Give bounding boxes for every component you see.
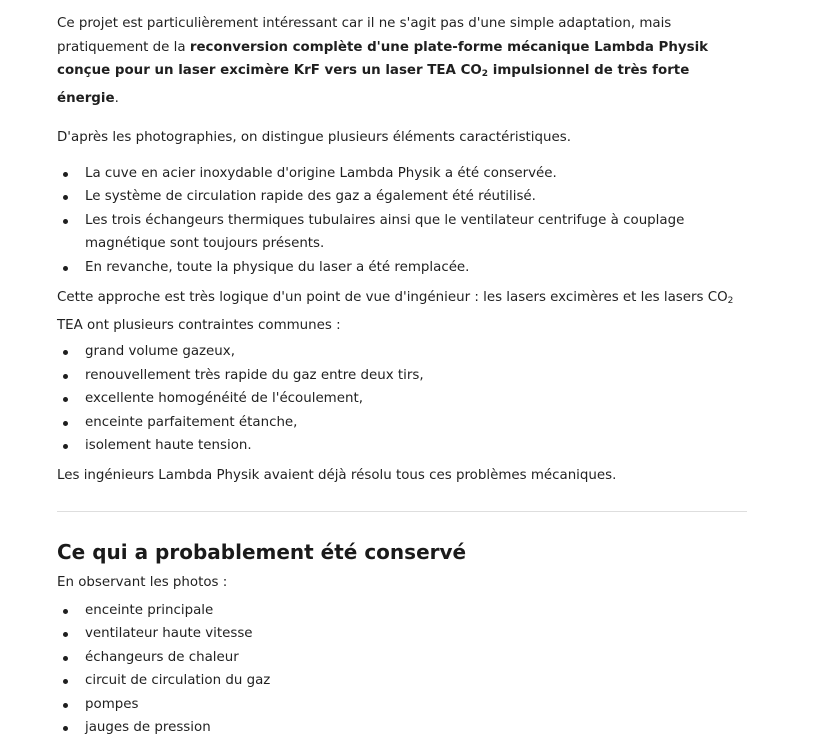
list-item: grand volume gazeux, xyxy=(57,340,747,364)
section-heading: Ce qui a probablement été conservé xyxy=(57,540,467,564)
features-list xyxy=(57,162,747,280)
bullet-icon xyxy=(63,219,68,224)
constraints-list xyxy=(57,340,747,458)
list-item: isolement haute tension. xyxy=(57,434,747,458)
bullet-icon xyxy=(63,350,68,355)
article-content xyxy=(57,12,747,740)
list-item: excellente homogénéité de l'écoulement, xyxy=(57,387,747,411)
list-item: Le système de circulation rapide des gaz a également été réutilisé. xyxy=(57,185,747,209)
list-item: échangeurs de chaleur xyxy=(57,646,747,670)
list-item: En revanche, toute la physique du laser a été remplacée. xyxy=(57,256,747,280)
bullet-icon xyxy=(63,374,68,379)
list-item: La cuve en acier inoxydable d'origine Lambda Physik a été conservée. xyxy=(57,162,747,186)
list-item: renouvellement très rapide du gaz entre deux tirs, xyxy=(57,364,747,388)
intro-paragraph: Ce projet est particulièrement intéressant car il ne s'agit pas d'une simple adaptation, mais pratiquement de la reconversion complète d'une plate-forme mécanique Lambda Physik conçue pour un laser excimère KrF vers un laser TEA $CO_2$ impulsionnel de très forte énergie. xyxy=(57,16,709,106)
bullet-icon xyxy=(63,609,68,614)
bullet-icon xyxy=(63,421,68,426)
section-divider xyxy=(57,511,747,512)
bullet-icon xyxy=(63,397,68,402)
bullet-icon xyxy=(63,679,68,684)
conserved-list xyxy=(57,599,747,740)
bullet-icon xyxy=(63,703,68,708)
bullet-icon xyxy=(63,266,68,271)
list-item: enceinte parfaitement étanche, xyxy=(57,411,747,435)
section-intro: En observant les photos : xyxy=(57,575,228,590)
list-item: enceinte principale xyxy=(57,599,747,623)
bullet-icon xyxy=(63,444,68,449)
list-item: ventilateur haute vitesse xyxy=(57,622,747,646)
bullet-icon xyxy=(63,172,68,177)
list-item: Les trois échangeurs thermiques tubulaires ainsi que le ventilateur centrifuge à couplage magnétique sont toujours présents. xyxy=(57,209,747,256)
intro-text: Ce projet est particulièrement intéressant car il ne s'agit pas d'une simple adaptation, mais pratiquement de la xyxy=(57,16,672,55)
bullet-icon xyxy=(63,656,68,661)
engineers-paragraph: Les ingénieurs Lambda Physik avaient déjà résolu tous ces problèmes mécaniques. xyxy=(57,467,617,483)
intro-bold-text: reconversion complète d'une plate-forme mécanique Lambda Physik conçue pour un laser excimère KrF vers un laser TEA $CO_2$ impulsionnel de très forte énergie xyxy=(57,39,709,106)
approach-paragraph: Cette approche est très logique d'un point de vue d'ingénieur : les lasers excimères et les lasers $CO_2$ TEA ont plusieurs contraintes communes : xyxy=(57,290,734,333)
bullet-icon xyxy=(63,195,68,200)
photos-paragraph: D'après les photographies, on distingue plusieurs éléments caractéristiques. xyxy=(57,130,571,145)
list-item: circuit de circulation du gaz xyxy=(57,669,747,693)
list-item: pompes xyxy=(57,693,747,717)
bullet-icon xyxy=(63,632,68,637)
list-item: jauges de pression xyxy=(57,716,747,740)
bullet-icon xyxy=(63,726,68,731)
